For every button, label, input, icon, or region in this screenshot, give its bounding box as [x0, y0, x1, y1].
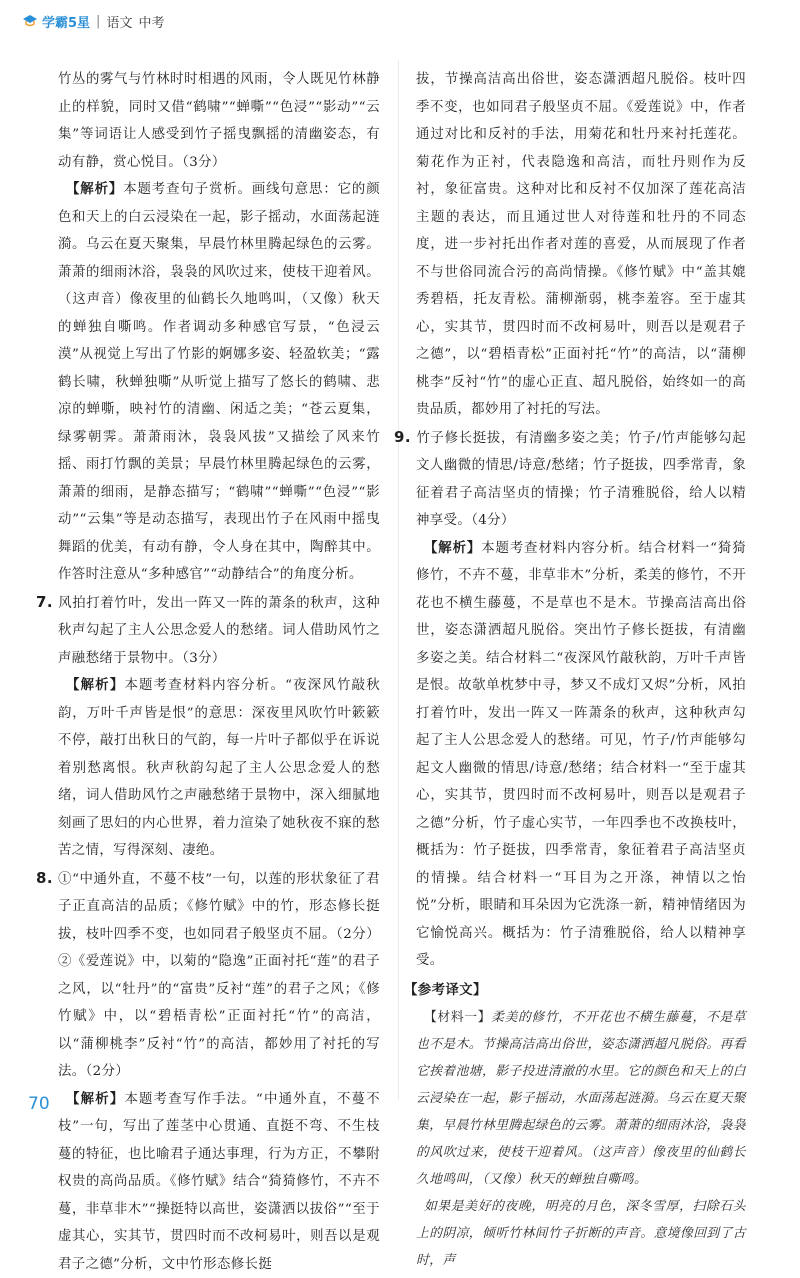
brand-logo [22, 12, 90, 31]
grade-label: 中考 [138, 12, 164, 31]
answer-text: 风拍打着竹叶，发出一阵又一阵的萧条的秋声，这种秋声勾起了主人公思念爱人的愁绪。词人借助风竹之声融愁绪于景物中。（3分） [58, 596, 380, 666]
translation-material-1 [416, 1004, 746, 1193]
question-number: 8. [36, 865, 58, 893]
translation-text: 柔美的修竹，不开花也不横生藤蔓，不是草也不是木。节操高洁高出俗世，姿态潇洒超凡脱俗。再看它挨着池塘，影子投进清澈的水里。它的颜色和天上的白云浸染在一起，影子摇动，水面荡起涟漪。乌云在夏天聚集，早晨竹林里腾起绿色的云雾。萧萧的细雨沐浴，袅袅的风吹过来，使枝干迎着风。（这声音）像夜里的仙鹤长久地鸣叫，（又像）秋天的蝉独自嘶鸣。 [416, 1010, 746, 1187]
analysis-text: 本题考查写作手法。“中通外直，不蔓不枝”一句，写出了莲茎中心贯通、直挺不弯、不生枝蔓的特征，也比喻君子通达事理，行为方正，不攀附权贵的高尚品质。《修竹赋》结合“猗猗修竹，不卉不蔓，非草非木”“操挺特以高世，姿潇洒以拔俗”“至于虚其心，实其节，贯四时而不改柯易叶，则吾以是观君子之德”分析，文中竹形态修长挺 [58, 1092, 380, 1272]
question-7-answer [58, 589, 380, 673]
analysis-text: 本题考查句子赏析。画线句意思：它的颜色和天上的白云浸染在一起，影子摇动，水面荡起涟漪。乌云在夏天聚集，早晨竹林里腾起绿色的云雾。萧萧的细雨沐浴，袅袅的风吹过来，使枝干迎着风。（这声音）像夜里的仙鹤长久地鸣叫，（又像）秋天的蝉独自嘶鸣。作者调动多种感官写景，“色浸云漠”从视觉上写出了竹影的婀娜多姿、轻盈软美；“露鹤长啸，秋蝉独嘶”从听觉上描写了悠长的鹤啸、悲凉的蝉嘶，映衬竹的清幽、闲适之美；“苍云夏集，绿雾朝霁。萧萧雨沐，袅袅风拔”又描绘了风来竹摇、雨打竹飘的美景；早晨竹林里腾起绿色的云雾，萧萧的细雨，是静态描写；“鹤啸”“蝉嘶”“色浸”“影动”“云集”等是动态描写，表现出竹子在风雨中摇曳舞蹈的优美，有动有静，令人身在其中，陶醉其中。作答时注意从“多种感官”“动静结合”的角度分析。 [58, 182, 380, 582]
brand-name: 学霸5星 [42, 12, 90, 31]
analysis-tag: 【解析】 [424, 541, 481, 556]
translation-title: 【参考译文】 [404, 977, 746, 1005]
column-divider [398, 60, 399, 1100]
subject-label: 语文 [106, 12, 132, 31]
analysis-tag: 【解析】 [66, 678, 124, 693]
analysis-8 [58, 1086, 380, 1278]
analysis-text: 本题考查材料内容分析。“夜深风竹敲秋韵，万叶千声皆是恨”的意思：深夜里风吹竹叶簌簌不停，敲打出秋日的气韵，每一片叶子都似乎在诉说着别愁离恨。秋声秋韵勾起了主人公思念爱人的愁绪，词人借助风竹之声融愁绪于景物中，深入细腻地刻画了思妇的内心世界，着力渲染了她秋夜不寐的愁苦之情，写得深刻、凄绝。 [58, 678, 380, 858]
question-number: 7. [36, 589, 58, 617]
analysis-tag: 【解析】 [66, 1092, 124, 1107]
page-header [22, 10, 164, 32]
answer-text: 竹子修长挺拔，有清幽多姿之美；竹子/竹声能够勾起文人幽微的情思/诗意/愁绪；竹子挺拔，四季常青，象征着君子高洁坚贞的情操；竹子清雅脱俗，给人以精神享受。（4分） [416, 431, 746, 529]
analysis-tag: 【解析】 [66, 182, 123, 197]
translation-paragraph-2: 如果是美好的夜晚，明亮的月色，深冬雪厚，扫除石头上的阴凉，倾听竹林间竹子折断的声音。意境像回到了古时，声 [416, 1193, 746, 1274]
material-label: 【材料一】 [424, 1010, 491, 1025]
left-column [58, 66, 380, 1278]
page-number: 70 [28, 1094, 50, 1114]
question-8-answer [58, 865, 380, 1086]
question-9-answer [416, 424, 746, 535]
header-separator: | [96, 14, 100, 29]
analysis-6 [58, 176, 380, 589]
question-number: 9. [394, 424, 416, 452]
analysis-8-continued: 拔，节操高洁高出俗世，姿态潇洒超凡脱俗。枝叶四季不变，也如同君子般坚贞不屈。《爱莲说》中，作者通过对比和反衬的手法，用菊花和牡丹来衬托莲花。菊花作为正衬，代表隐逸和高洁，而牡丹则作为反衬，象征富贵。这种对比和反衬不仅加深了莲花高洁主题的表达，而且通过世人对待莲和牡丹的不同态度，进一步衬托出作者对莲的喜爱，从而展现了作者不与世俗同流合污的高尚情操。《修竹赋》中“盖其媲秀碧梧，托友青松。蒲柳渐弱，桃李羞容。至于虚其心，实其节，贯四时而不改柯易叶，则吾以是观君子之德”，以“碧梧青松”正面衬托“竹”的高洁，以“蒲柳桃李”反衬“竹”的虚心正直、超凡脱俗，始终如一的高贵品质，都妙用了衬托的写法。 [416, 66, 746, 424]
answer-6-continued: 竹丛的雾气与竹林时时相遇的风雨，令人既见竹林静止的样貌，同时又借“鹤啸”“蝉嘶”“色浸”“影动”“云集”等词语让人感受到竹子摇曳飘摇的清幽姿态，有动有静，赏心悦目。（3分） [58, 66, 380, 176]
analysis-text: 本题考查材料内容分析。结合材料一“猗猗修竹，不卉不蔓，非草非木”分析，柔美的修竹，不开花也不横生藤蔓，不是草也不是木。节操高洁高出俗世，姿态潇洒超凡脱俗。突出竹子修长挺拔，有清幽多姿之美。结合材料二“夜深风竹敲秋韵，万叶千声皆是恨。故欹单枕梦中寻，梦又不成灯又烬”分析，风拍打着竹叶，发出一阵又一阵萧条的秋声，这种秋声勾起了主人公思念爱人的愁绪。可见，竹子/竹声能够勾起文人幽微的情思/诗意/愁绪；结合材料一“至于虚其心，实其节，贯四时而不改柯易叶，则吾以是观君子之德”分析，竹子虚心实节，一年四季也不改换枝叶，概括为：竹子挺拔，四季常青，象征着君子高洁坚贞的情操。结合材料一“耳目为之开涤，神情以之怡悦”分析，眼睛和耳朵因为它洗涤一新，精神情绪因为它愉悦高兴。概括为：竹子清雅脱俗，给人以精神享受。 [416, 541, 746, 969]
right-column [416, 66, 746, 1274]
graduation-cap-icon [22, 13, 38, 29]
analysis-9 [416, 535, 746, 975]
analysis-7 [58, 672, 380, 865]
answer-text: ①“中通外直，不蔓不枝”一句，以莲的形状象征了君子正直高洁的品质；《修竹赋》中的竹，形态修长挺拔，枝叶四季不变，也如同君子般坚贞不屈。（2分）②《爱莲说》中，以菊的“隐逸”正面衬托“莲”的君子之风，以“牡丹”的“富贵”反衬“莲”的君子之风；《修竹赋》中，以“碧梧青松”正面衬托“竹”的高洁，以“蒲柳桃李”反衬“竹”的高洁，都妙用了衬托的写法。（2分） [58, 872, 380, 1080]
